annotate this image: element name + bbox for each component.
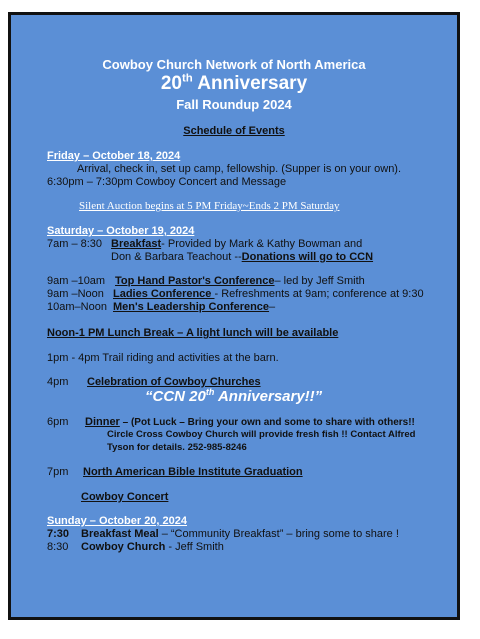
dinner-line-3: Tyson for details. 252-985-8246 xyxy=(107,442,247,453)
mens-conf-time: 10am–Noon xyxy=(47,301,107,313)
graduation-title: North American Bible Institute Graduation xyxy=(83,466,303,478)
flyer xyxy=(8,12,460,620)
ladies-conf-time: 9am –Noon xyxy=(47,288,104,300)
ladies-conf-line: Ladies Conference - Refreshments at 9am; conference at 9:30 xyxy=(113,288,424,300)
cowboy-church-time: 8:30 xyxy=(47,541,69,553)
breakfast-time: 7am – 8:30 xyxy=(47,238,103,250)
cowboy-concert: Cowboy Concert xyxy=(81,491,169,503)
breakfast-line-2: Don & Barbara Teachout --Donations will go to CCN xyxy=(111,251,374,263)
celebration-time: 4pm xyxy=(47,376,69,388)
roundup-title: Fall Roundup 2024 xyxy=(176,97,292,112)
silent-auction: Silent Auction begins at 5 PM Friday~Ends 2 PM Saturday xyxy=(79,200,340,212)
mens-conf-line: Men's Leadership Conference– xyxy=(113,301,276,313)
celebration-title: Celebration of Cowboy Churches xyxy=(87,376,261,388)
graduation-time: 7pm xyxy=(47,466,69,478)
ccn-anniversary: “CCN 20th Anniversary!!” xyxy=(145,387,323,405)
dinner-line: Dinner – (Pot Luck – Bring your own and some to share with others!! xyxy=(85,416,415,428)
friday-heading: Friday – October 18, 2024 xyxy=(47,150,181,162)
lunch-break: Noon-1 PM Lunch Break – A light lunch will be available xyxy=(47,327,339,339)
org-title: Cowboy Church Network of North America xyxy=(102,57,366,72)
anniversary-title: 20th Anniversary xyxy=(160,72,308,94)
sunday-breakfast-time: 7:30 xyxy=(47,528,70,540)
pastor-conf-time: 9am –10am xyxy=(47,275,106,287)
trail-riding: 1pm - 4pm Trail riding and activities at the barn. xyxy=(47,352,279,364)
breakfast-line: Breakfast- Provided by Mark & Kathy Bowman and xyxy=(111,238,363,250)
saturday-heading: Saturday – October 19, 2024 xyxy=(47,225,195,237)
sunday-heading: Sunday – October 20, 2024 xyxy=(47,515,188,527)
dinner-time: 6pm xyxy=(47,416,69,428)
dinner-line-2: Circle Cross Cowboy Church will provide fresh fish !! Contact Alfred xyxy=(107,429,416,440)
cowboy-church-line: Cowboy Church - Jeff Smith xyxy=(81,541,224,553)
sunday-breakfast-line: Breakfast Meal – “Community Breakfast” – bring some to share ! xyxy=(81,528,399,540)
friday-arrival: Arrival, check in, set up camp, fellowship. (Supper is on your own). xyxy=(77,163,402,175)
schedule-title: Schedule of Events xyxy=(183,125,285,137)
friday-concert: 6:30pm – 7:30pm Cowboy Concert and Message xyxy=(47,176,287,188)
pastor-conf-line: Top Hand Pastor's Conference– led by Jeff Smith xyxy=(115,275,365,287)
